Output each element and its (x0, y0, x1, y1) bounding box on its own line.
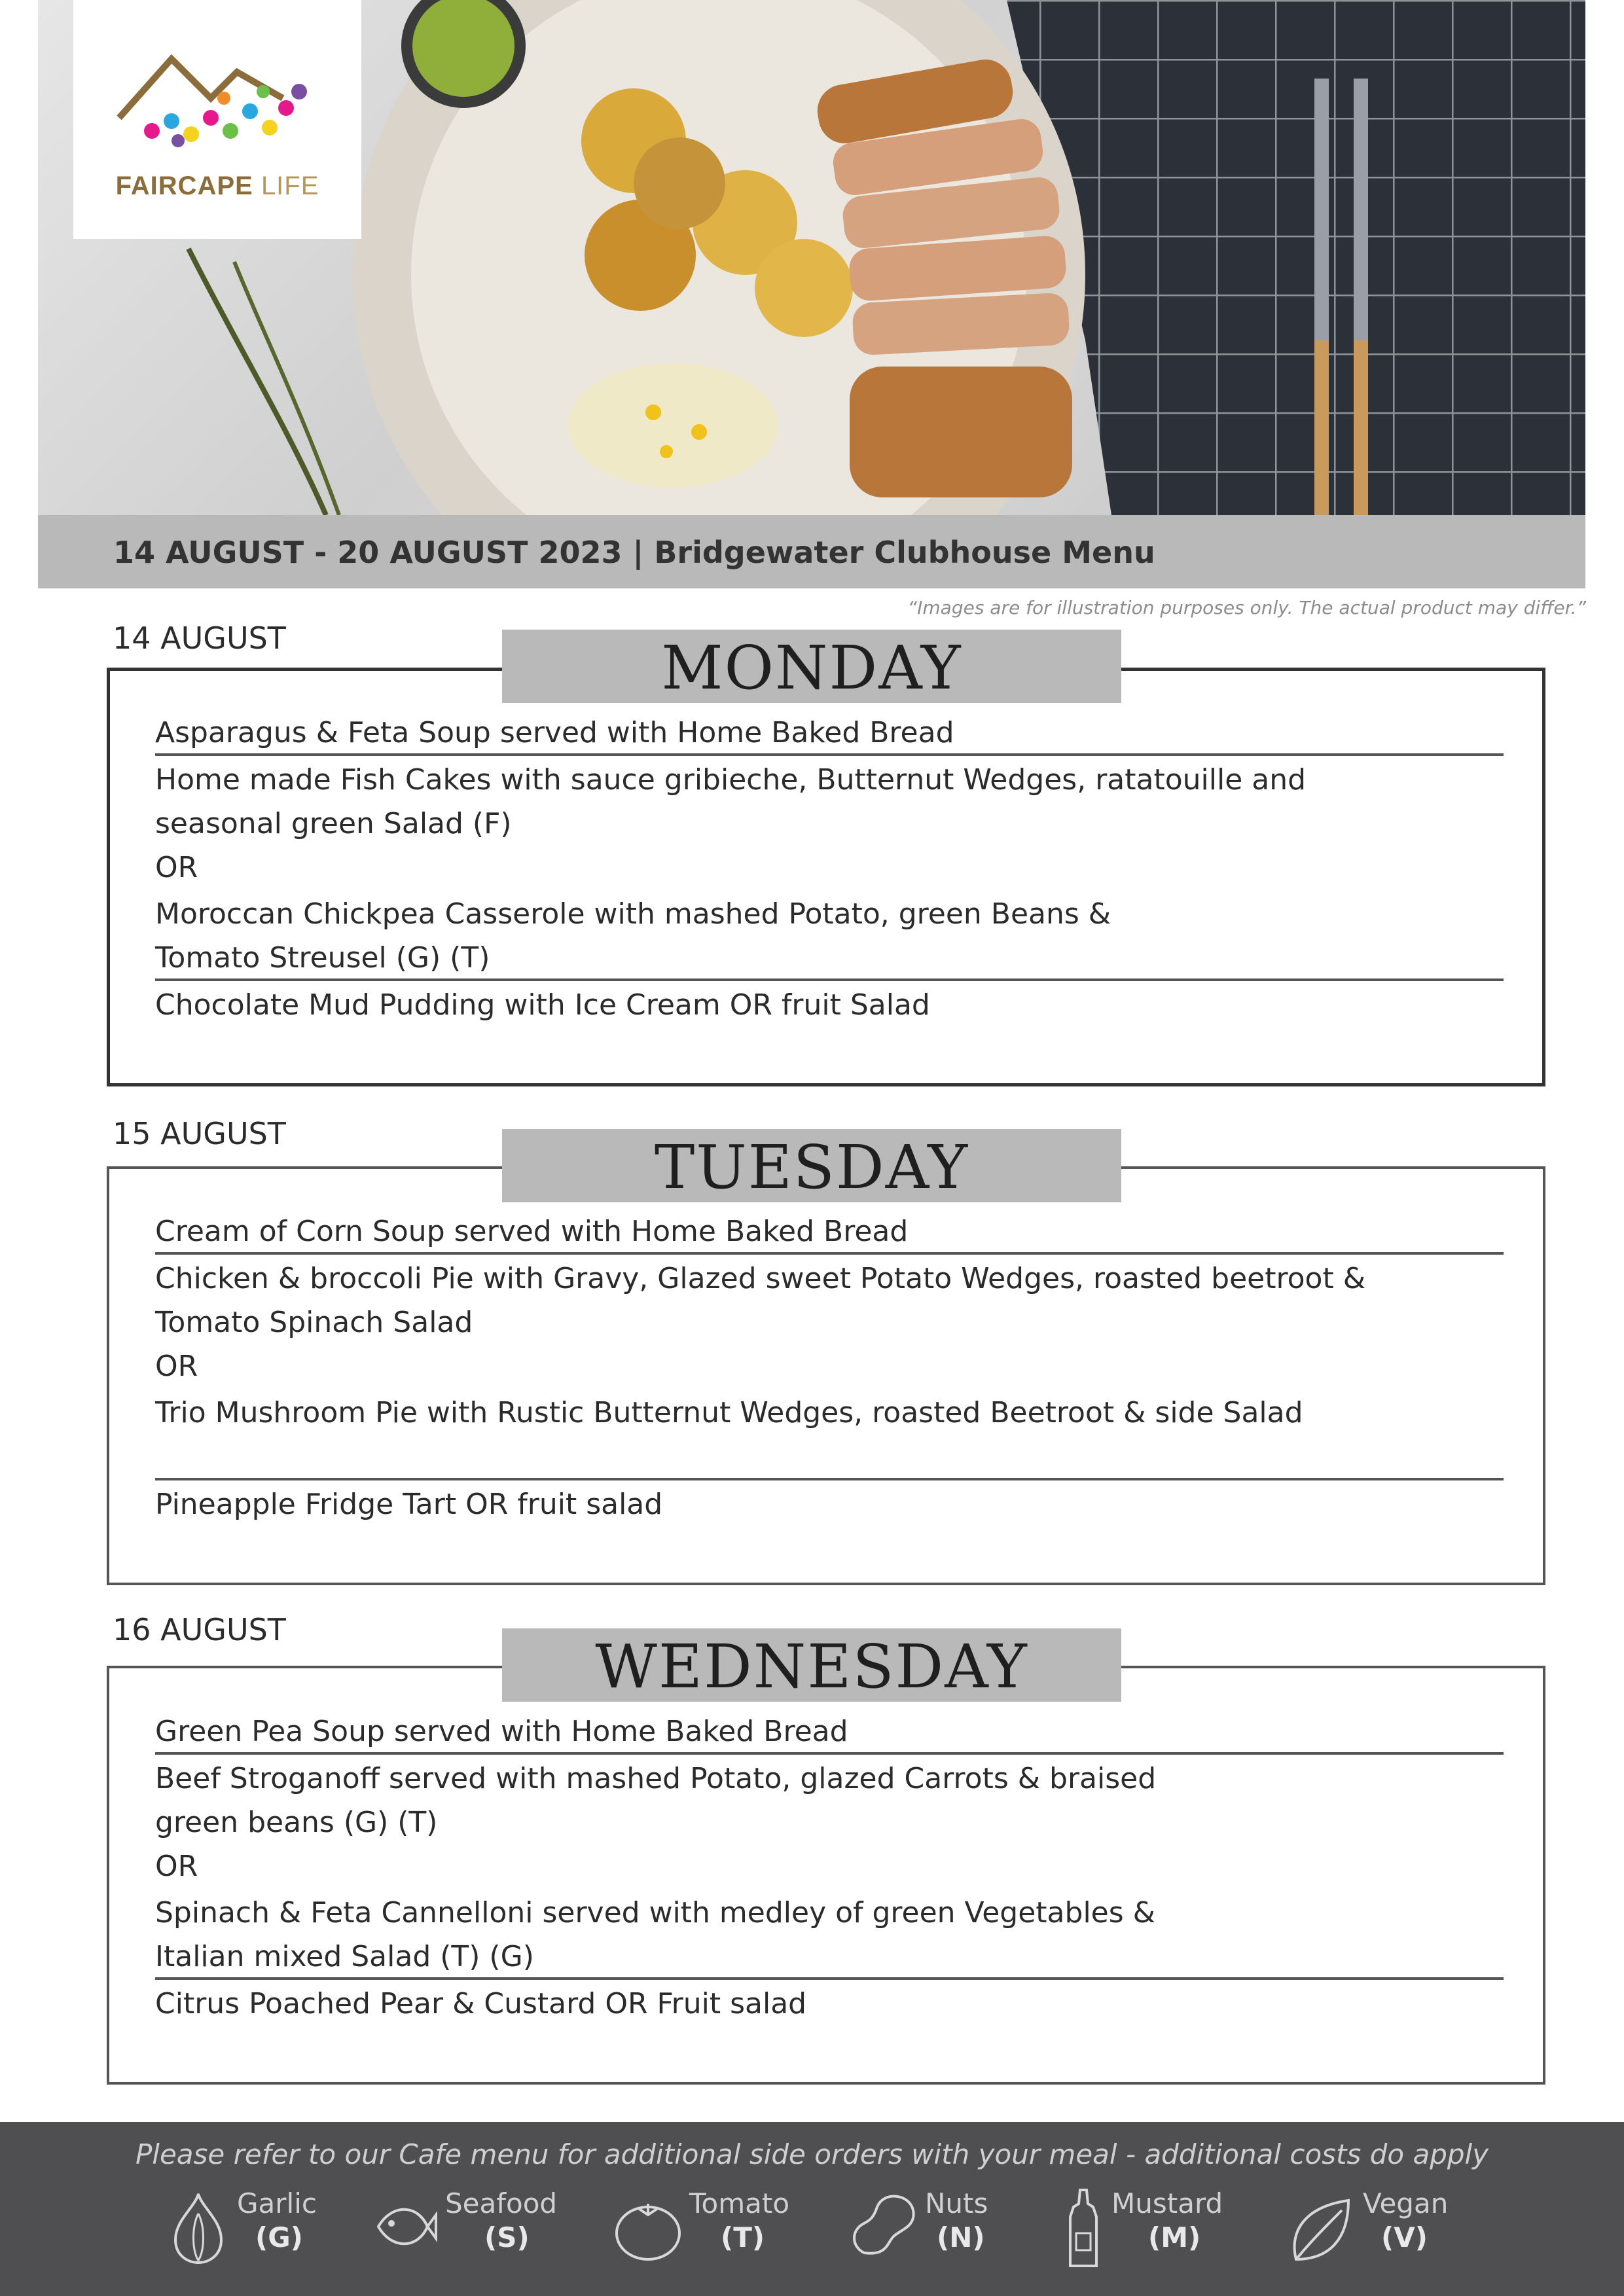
legend-name: Nuts (925, 2187, 988, 2219)
divider (155, 978, 1504, 981)
footer-legend-bar (0, 2122, 1624, 2296)
divider (155, 753, 1504, 756)
legend-name: Garlic (237, 2187, 317, 2219)
main2-line1-wednesday: Spinach & Feta Cannelloni served with medley of green Vegetables & (155, 1896, 1155, 1929)
brand-name-bold: FAIRCAPE (115, 171, 253, 200)
divider (155, 1478, 1504, 1480)
soup-monday: Asparagus & Feta Soup served with Home Baked Bread (155, 716, 954, 749)
legend-vegan (1283, 2187, 1466, 2279)
soup-wednesday: Green Pea Soup served with Home Baked Bread (155, 1715, 848, 1748)
legend-code: (G) (255, 2221, 303, 2253)
legend-code: (T) (721, 2221, 765, 2253)
main2-line1-tuesday: Trio Mushroom Pie with Rustic Butternut Wedges, roasted Beetroot & side Salad (155, 1396, 1303, 1429)
legend-tomato (612, 2187, 808, 2279)
main2-line2-monday: Tomato Streusel (G) (T) (155, 941, 490, 975)
legend-nuts (848, 2187, 1018, 2279)
legend-name: Mustard (1111, 2187, 1223, 2219)
legend-seafood (372, 2187, 568, 2279)
legend-code: (M) (1148, 2221, 1201, 2253)
tomato-icon (612, 2187, 684, 2266)
menu-title: 14 AUGUST - 20 AUGUST 2023 | Bridgewater Clubhouse Menu (113, 535, 1155, 570)
fish-icon (372, 2187, 437, 2266)
main1-line1-wednesday: Beef Stroganoff served with mashed Potato, glazed Carrots & braised (155, 1762, 1157, 1795)
brand-logo (73, 0, 361, 239)
date-label-wednesday: 16 AUGUST (113, 1612, 286, 1647)
brand-name-light: LIFE (261, 171, 319, 200)
legend-garlic (169, 2187, 339, 2279)
or-tuesday: OR (155, 1350, 198, 1383)
footer-note: Please refer to our Cafe menu for additional side orders with your meal - additional costs do apply (135, 2138, 1489, 2170)
dessert-wednesday: Citrus Poached Pear & Custard OR Fruit salad (155, 1987, 807, 2020)
main1-line2-tuesday: Tomato Spinach Salad (155, 1306, 473, 1339)
main1-line1-tuesday: Chicken & broccoli Pie with Gravy, Glazed sweet Potato Wedges, roasted beetroot & (155, 1262, 1366, 1295)
date-label-monday: 14 AUGUST (113, 620, 286, 656)
main1-line2-wednesday: green beans (G) (T) (155, 1806, 438, 1839)
dessert-monday: Chocolate Mud Pudding with Ice Cream OR fruit Salad (155, 988, 930, 1022)
day-name-monday: MONDAY (661, 633, 962, 703)
day-name-tuesday: TUESDAY (654, 1132, 969, 1202)
garlic-icon (169, 2187, 228, 2266)
main2-line1-monday: Moroccan Chickpea Casserole with mashed Potato, green Beans & (155, 897, 1111, 931)
legend-code: (V) (1381, 2221, 1428, 2253)
soup-tuesday: Cream of Corn Soup served with Home Baked Bread (155, 1215, 909, 1248)
day-banner-monday (502, 630, 1121, 703)
dessert-tuesday: Pineapple Fridge Tart OR fruit salad (155, 1488, 663, 1521)
menu-title-bar (38, 515, 1585, 588)
legend-code: (S) (484, 2221, 530, 2253)
logo-mark-icon (73, 0, 361, 170)
divider (155, 1252, 1504, 1255)
mustard-bottle-icon (1060, 2187, 1106, 2272)
day-banner-tuesday (502, 1129, 1121, 1202)
legend-name: Vegan (1363, 2187, 1449, 2219)
day-name-wednesday: WEDNESDAY (595, 1632, 1028, 1702)
leaf-icon (1283, 2187, 1355, 2266)
divider (155, 1977, 1504, 1980)
divider (155, 1752, 1504, 1755)
main1-line2-monday: seasonal green Salad (F) (155, 807, 512, 840)
or-monday: OR (155, 851, 198, 884)
image-disclaimer: “Images are for illustration purposes only. The actual product may differ.” (907, 597, 1586, 619)
main1-line1-monday: Home made Fish Cakes with sauce gribieche, Butternut Wedges, ratatouille and (155, 763, 1307, 797)
legend-code: (N) (937, 2221, 985, 2253)
day-banner-wednesday (502, 1628, 1121, 1702)
legend-name: Seafood (445, 2187, 558, 2219)
brand-name (73, 171, 361, 201)
legend-name: Tomato (689, 2187, 790, 2219)
date-label-tuesday: 15 AUGUST (113, 1116, 286, 1151)
peanut-icon (848, 2187, 920, 2266)
main2-line2-wednesday: Italian mixed Salad (T) (G) (155, 1940, 534, 1973)
or-wednesday: OR (155, 1850, 198, 1883)
legend-mustard (1060, 2187, 1257, 2279)
